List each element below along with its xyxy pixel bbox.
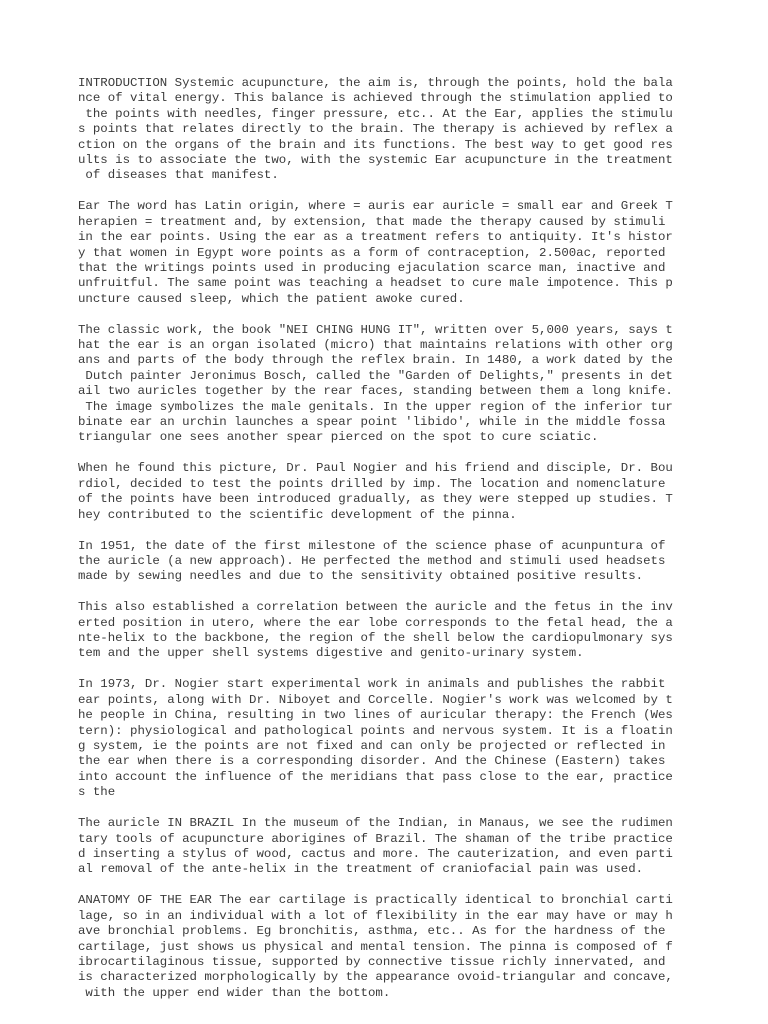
paragraph: [78, 199, 698, 307]
text-line: in the ear points. Using the ear as a treatment refers to antiquity. It's histor: [78, 230, 673, 245]
text-line: nce of vital energy. This balance is achieved through the stimulation applied to: [78, 91, 673, 106]
text-line: In 1951, the date of the first milestone of the science phase of acunpuntura of: [78, 538, 666, 553]
text-line: s the: [78, 785, 116, 800]
text-line: d inserting a stylus of wood, cactus and more. The cauterization, and even parti: [78, 846, 673, 861]
text-line: lage, so in an individual with a lot of flexibility in the ear may have or may h: [78, 908, 673, 923]
paragraph: [78, 677, 698, 800]
text-line: When he found this picture, Dr. Paul Nogier and his friend and disciple, Dr. Bou: [78, 461, 673, 476]
text-line: binate ear an urchin launches a spear point 'libido', while in the middle fossa: [78, 415, 666, 429]
text-line: with the upper end wider than the bottom.: [78, 985, 391, 1000]
text-line: of the points have been introduced gradually, as they were stepped up studies. T: [78, 492, 673, 507]
text-line: Dutch painter Jeronimus Bosch, called the "Garden of Delights," presents in det: [78, 368, 673, 383]
paragraph: [78, 461, 698, 523]
text-line: INTRODUCTION Systemic acupuncture, the aim is, through the points, hold the bala: [78, 76, 673, 90]
text-line: ults is to associate the two, with the systemic Ear acupuncture in the treatment: [78, 152, 673, 167]
paragraph: [78, 893, 698, 1001]
text-line: the auricle (a new approach). He perfected the method and stimuli used headsets: [78, 553, 666, 568]
paragraph: [78, 323, 698, 446]
text-line: the points with needles, finger pressure, etc.. At the Ear, applies the stimulu: [78, 106, 673, 121]
text-line: The image symbolizes the male genitals. In the upper region of the inferior tur: [78, 399, 673, 414]
text-line: y that women in Egypt wore points as a form of contraception, 2.500ac, reported: [78, 245, 666, 260]
text-line: rdiol, decided to test the points drilled by imp. The location and nomenclature: [78, 476, 666, 491]
text-line: In 1973, Dr. Nogier start experimental work in animals and publishes the rabbit: [78, 677, 666, 692]
text-line: herapien = treatment and, by extension, that made the therapy caused by stimuli: [78, 214, 666, 229]
paragraph: [78, 539, 698, 585]
text-line: ANATOMY OF THE EAR The ear cartilage is practically identical to bronchial carti: [78, 893, 673, 908]
text-line: into account the influence of the meridians that pass close to the ear, practice: [78, 769, 673, 784]
text-line: of diseases that manifest.: [78, 168, 279, 183]
text-line: al removal of the ante-helix in the treatment of craniofacial pain was used.: [78, 862, 644, 877]
text-line: tem and the upper shell systems digestive and genito-urinary system.: [78, 646, 584, 661]
text-line: is characterized morphologically by the appearance ovoid-triangular and concave,: [78, 970, 673, 985]
text-line: tary tools of acupuncture aborigines of Brazil. The shaman of the tribe practice: [78, 831, 673, 846]
text-line: ibrocartilaginous tissue, supported by connective tissue richly innervated, and: [78, 954, 666, 969]
text-line: Ear The word has Latin origin, where = auris ear auricle = small ear and Greek T: [78, 199, 673, 214]
text-line: tern): physiological and pathological points and nervous system. It is a floatin: [78, 723, 673, 738]
text-line: ave bronchial problems. Eg bronchitis, asthma, etc.. As for the hardness of the: [78, 924, 666, 939]
text-line: made by sewing needles and due to the sensitivity obtained positive results.: [78, 569, 644, 584]
text-line: uncture caused sleep, which the patient awoke cured.: [78, 291, 465, 306]
text-line: g system, ie the points are not fixed and can only be projected or reflected in: [78, 739, 666, 754]
text-line: hey contributed to the scientific development of the pinna.: [78, 507, 517, 522]
text-line: ction on the organs of the brain and its functions. The best way to get good res: [78, 137, 673, 152]
paragraph: [78, 816, 698, 878]
text-line: he people in China, resulting in two lines of auricular therapy: the French (Wes: [78, 708, 673, 723]
text-line: ear points, along with Dr. Niboyet and Corcelle. Nogier's work was welcomed by t: [78, 692, 673, 707]
text-line: hat the ear is an organ isolated (micro) that maintains relations with other org: [78, 338, 673, 353]
text-line: triangular one sees another spear pierced on the spot to cure sciatic.: [78, 430, 599, 445]
text-line: that the writings points used in producing ejaculation scarce man, inactive and: [78, 260, 666, 275]
text-line: The classic work, the book "NEI CHING HUNG IT", written over 5,000 years, says t: [78, 322, 673, 337]
paragraph: [78, 76, 698, 184]
text-line: the ear when there is a corresponding disorder. And the Chinese (Eastern) takes: [78, 754, 666, 769]
text-line: ail two auricles together by the rear faces, standing between them a long knife.: [78, 384, 673, 399]
text-line: erted position in utero, where the ear lobe corresponds to the fetal head, the a: [78, 615, 673, 630]
text-line: This also established a correlation between the auricle and the fetus in the inv: [78, 600, 673, 615]
text-line: unfruitful. The same point was teaching a headset to cure male impotence. This p: [78, 276, 673, 291]
paragraph: [78, 600, 698, 662]
text-line: cartilage, just shows us physical and mental tension. The pinna is composed of f: [78, 939, 673, 954]
text-line: s points that relates directly to the brain. The therapy is achieved by reflex a: [78, 122, 673, 137]
text-line: nte-helix to the backbone, the region of the shell below the cardiopulmonary sys: [78, 631, 673, 646]
text-line: The auricle IN BRAZIL In the museum of the Indian, in Manaus, we see the rudimen: [78, 816, 673, 831]
document-page: [78, 76, 698, 1017]
text-line: ans and parts of the body through the reflex brain. In 1480, a work dated by the: [78, 353, 673, 368]
